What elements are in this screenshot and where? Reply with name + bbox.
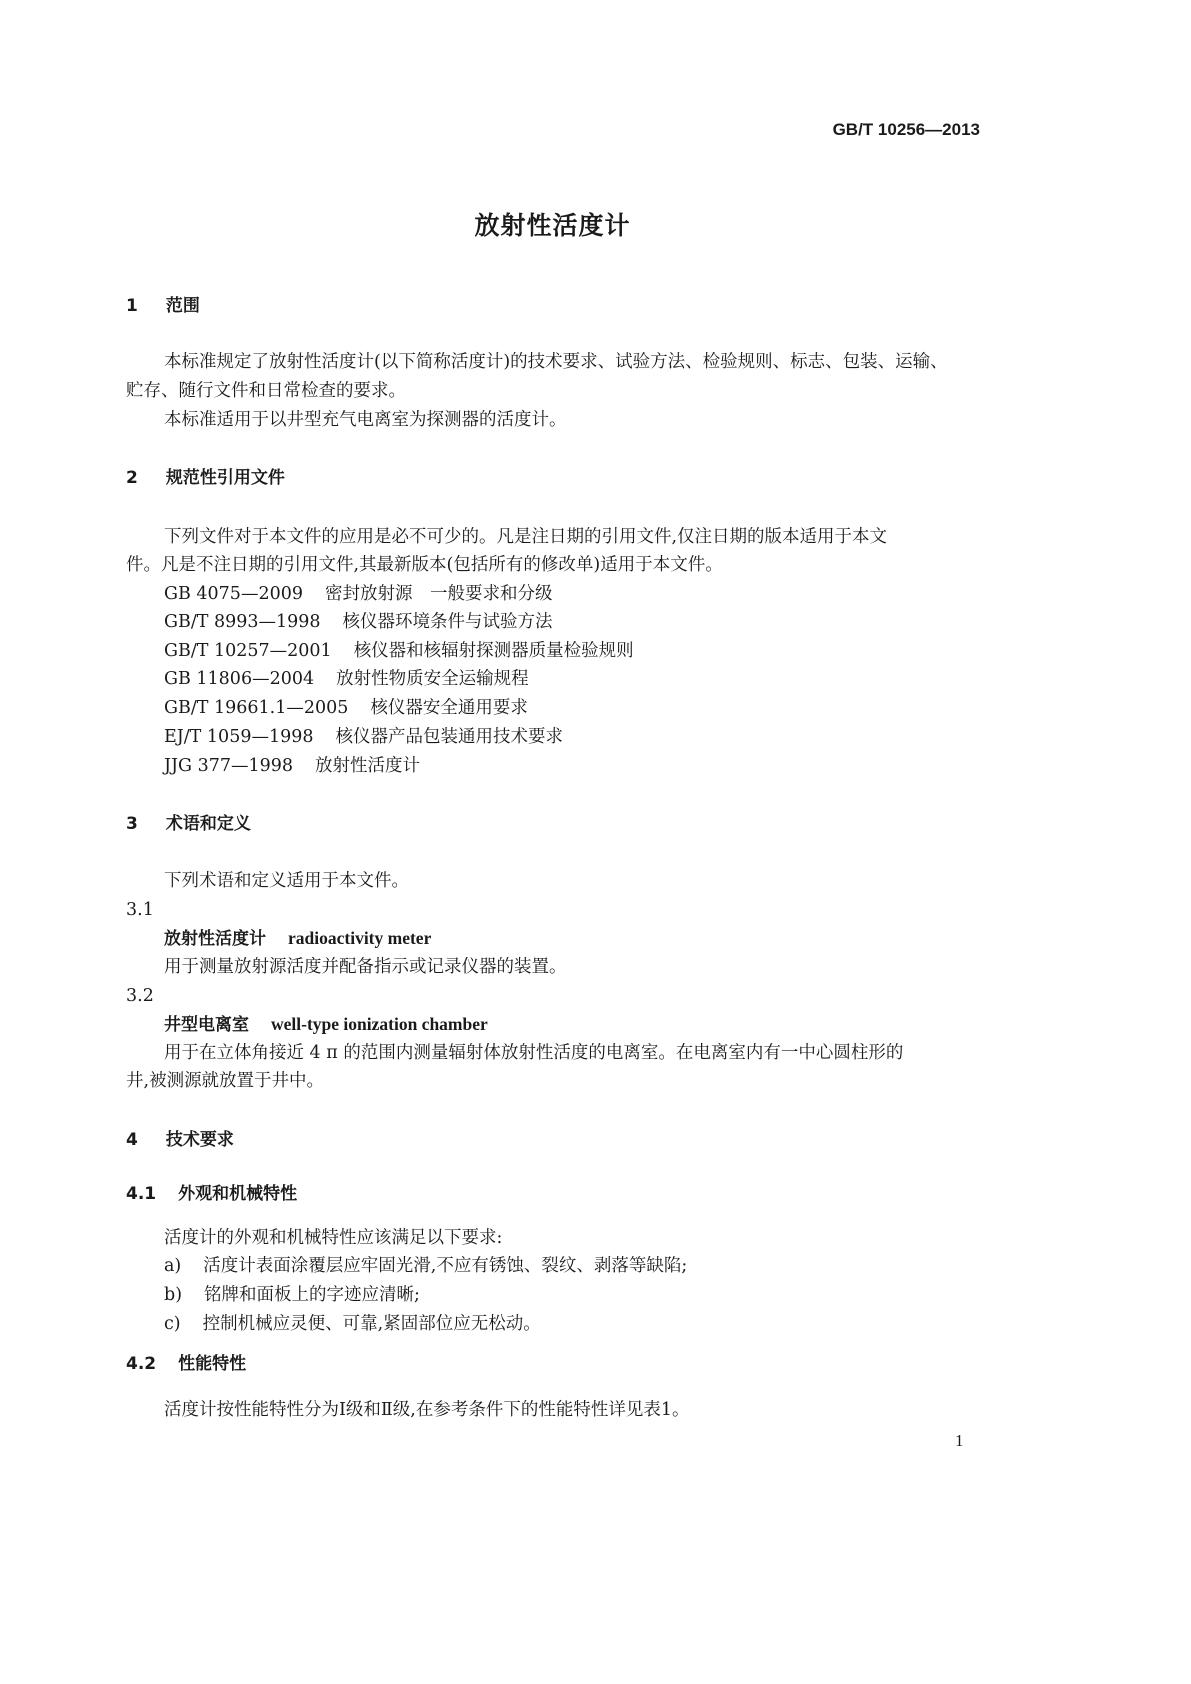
page-number: 1: [955, 1431, 964, 1450]
reference-item: [164, 586, 552, 604]
subsection-number: 4.1: [126, 1184, 157, 1204]
reference-code: GB/T 10257—2001: [164, 641, 332, 661]
reference-title: 核仪器安全通用要求: [370, 698, 528, 718]
subsection-4-2-heading: [126, 1356, 246, 1373]
list-marker: b): [164, 1285, 183, 1305]
term-heading: [164, 1016, 488, 1034]
list-marker: c): [164, 1314, 181, 1334]
section-title: 技术要求: [165, 1130, 234, 1150]
subsection-title: 性能特性: [178, 1354, 247, 1374]
reference-title: 核仪器环境条件与试验方法: [342, 612, 553, 632]
term-chinese: 井型电离室: [164, 1015, 249, 1035]
term-chinese: 放射性活度计: [164, 929, 266, 949]
section-title: 范围: [165, 296, 200, 316]
list-marker: a): [164, 1256, 182, 1276]
section-number: 3: [126, 814, 138, 834]
term-english: well-type ionization chamber: [271, 1014, 488, 1034]
reference-item: [164, 614, 553, 632]
list-item: [164, 1258, 687, 1276]
paragraph-line: 本标准适用于以井型充气电离室为探测器的活度计。: [164, 410, 567, 430]
section-1-heading: [126, 298, 200, 315]
section-4-heading: [126, 1132, 234, 1149]
subsection-number: 4.2: [126, 1354, 157, 1374]
term-english: radioactivity meter: [288, 928, 432, 948]
list-text: 活度计表面涂覆层应牢固光滑,不应有锈蚀、裂纹、剥落等缺陷;: [203, 1256, 688, 1276]
list-item: [164, 1287, 420, 1305]
list-text: 控制机械应灵便、可靠,紧固部位应无松动。: [202, 1314, 541, 1334]
reference-code: GB/T 19661.1—2005: [164, 698, 349, 718]
reference-item: [164, 758, 420, 776]
term-number: 3.2: [126, 986, 154, 1006]
section-number: 4: [126, 1130, 138, 1150]
term-heading: [164, 930, 431, 948]
list-text: 铭牌和面板上的字迹应清晰;: [204, 1285, 420, 1305]
reference-item: [164, 700, 528, 718]
reference-code: GB 11806—2004: [164, 669, 315, 689]
paragraph-line: 贮存、随行文件和日常检查的要求。: [126, 381, 406, 401]
section-number: 1: [126, 296, 138, 316]
reference-code: GB 4075—2009: [164, 584, 303, 604]
paragraph-line: 下列术语和定义适用于本文件。: [164, 871, 409, 891]
term-definition: 井,被测源就放置于井中。: [126, 1071, 325, 1091]
term-definition: 用于测量放射源活度并配备指示或记录仪器的装置。: [164, 957, 567, 977]
document-title: 放射性活度计: [474, 211, 631, 240]
reference-title: 密封放射源 一般要求和分级: [324, 584, 553, 604]
term-definition: 用于在立体角接近 4 π 的范围内测量辐射体放射性活度的电离室。在电离室内有一中心圆柱形的: [164, 1043, 904, 1063]
section-title: 术语和定义: [165, 814, 251, 834]
list-item: [164, 1316, 541, 1334]
reference-item: [164, 643, 634, 661]
paragraph-line: 件。凡是不注日期的引用文件,其最新版本(包括所有的修改单)适用于本文件。: [126, 555, 723, 575]
standard-number: GB/T 10256—2013: [832, 120, 980, 139]
reference-title: 放射性物质安全运输规程: [336, 669, 529, 689]
paragraph-line: 下列文件对于本文件的应用是必不可少的。凡是注日期的引用文件,仅注日期的版本适用于本文: [164, 527, 888, 547]
reference-title: 核仪器产品包装通用技术要求: [335, 727, 563, 747]
paragraph-line: 活度计的外观和机械特性应该满足以下要求:: [164, 1228, 503, 1248]
section-3-heading: [126, 816, 251, 833]
section-2-heading: [126, 470, 285, 487]
reference-code: GB/T 8993—1998: [164, 612, 321, 632]
reference-code: JJG 377—1998: [164, 756, 294, 776]
section-number: 2: [126, 468, 138, 488]
term-number: 3.1: [126, 900, 154, 920]
reference-item: [164, 729, 563, 747]
paragraph-line: 活度计按性能特性分为Ⅰ级和Ⅱ级,在参考条件下的性能特性详见表1。: [164, 1400, 690, 1420]
reference-code: EJ/T 1059—1998: [164, 727, 314, 747]
paragraph-line: 本标准规定了放射性活度计(以下简称活度计)的技术要求、试验方法、检验规则、标志、包装、运输、: [164, 352, 948, 372]
subsection-title: 外观和机械特性: [178, 1184, 298, 1204]
section-title: 规范性引用文件: [165, 468, 285, 488]
subsection-4-1-heading: [126, 1186, 297, 1203]
reference-item: [164, 671, 529, 689]
reference-title: 核仪器和核辐射探测器质量检验规则: [353, 641, 634, 661]
reference-title: 放射性活度计: [315, 756, 421, 776]
